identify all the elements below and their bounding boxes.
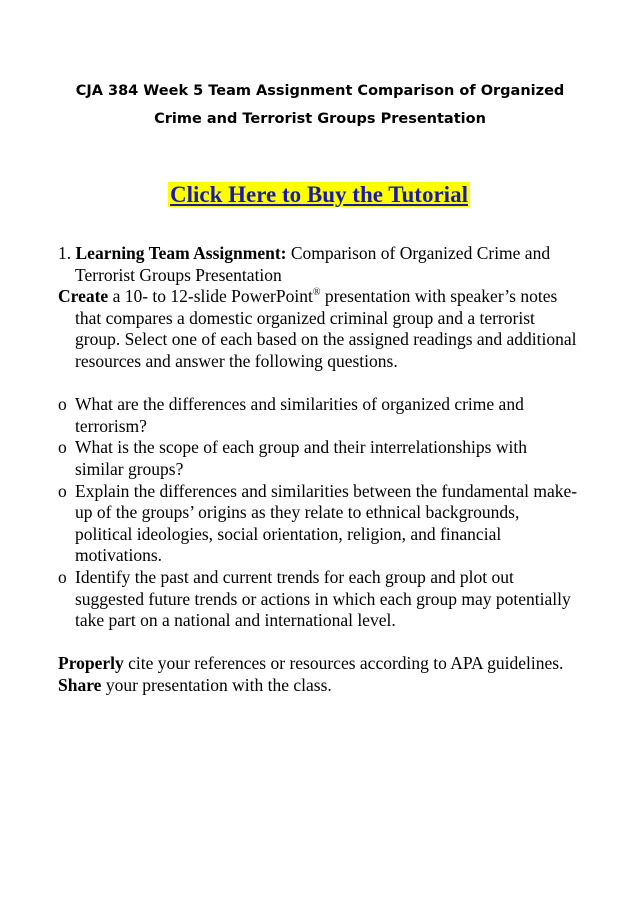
list-item	[58, 437, 578, 480]
properly-text: cite your references or resources according to APA guidelines.	[123, 653, 564, 674]
bullet-marker: o	[58, 480, 67, 501]
create-paragraph	[58, 286, 578, 372]
share-text: your presentation with the class.	[101, 674, 332, 695]
share-keyword: Share	[58, 674, 102, 695]
properly-keyword: Properly	[58, 653, 124, 674]
question-text: What are the differences and similarities of organized crime and terrorism?	[75, 394, 524, 436]
bullet-marker: o	[58, 566, 67, 587]
registered-mark: ®	[312, 287, 321, 299]
buy-link-container	[0, 180, 638, 210]
create-text-after-mark: presentation with speaker’s notes that compares a domestic organized criminal group and a terrorist group. Select one of each based on the assigned readings and additional resources and answer the following questions.	[75, 286, 577, 371]
create-text-before-mark: a 10- to 12-slide PowerPoint	[108, 286, 313, 307]
assignment-body	[58, 243, 578, 696]
title-line-2: Crime and Terrorist Groups Presentation	[154, 111, 486, 127]
create-keyword: Create	[58, 286, 109, 307]
assignment-heading: Learning Team Assignment:	[75, 243, 287, 263]
question-text: Explain the differences and similarities between the fundamental make-up of the groups’ origins as they relate to ethnical backgrounds, political ideologies, social orientation, religion, and financial motivations.	[75, 480, 578, 566]
buy-tutorial-link[interactable]: Click Here to Buy the Tutorial	[170, 182, 468, 207]
spacer	[58, 632, 578, 654]
list-item	[58, 394, 578, 437]
bullet-marker: o	[58, 394, 67, 415]
document-title	[60, 77, 580, 133]
share-paragraph	[58, 675, 578, 697]
assignment-number: 1.	[58, 243, 76, 263]
questions-list	[58, 394, 578, 632]
list-item	[58, 567, 578, 632]
assignment-heading-rest: Comparison of Organized Crime and Terrorist Groups Presentation	[75, 243, 551, 285]
properly-paragraph	[58, 653, 578, 675]
assignment-heading-paragraph	[58, 243, 578, 286]
list-item	[58, 481, 578, 567]
question-text: What is the scope of each group and their interrelationships with similar groups?	[75, 437, 527, 479]
question-text: Identify the past and current trends for each group and plot out suggested future trends or actions in which each group may potentially take part on a national and international level.	[75, 566, 571, 631]
title-line-1: CJA 384 Week 5 Team Assignment Comparison of Organized	[75, 83, 565, 99]
bullet-marker: o	[58, 437, 67, 458]
spacer	[58, 373, 578, 395]
